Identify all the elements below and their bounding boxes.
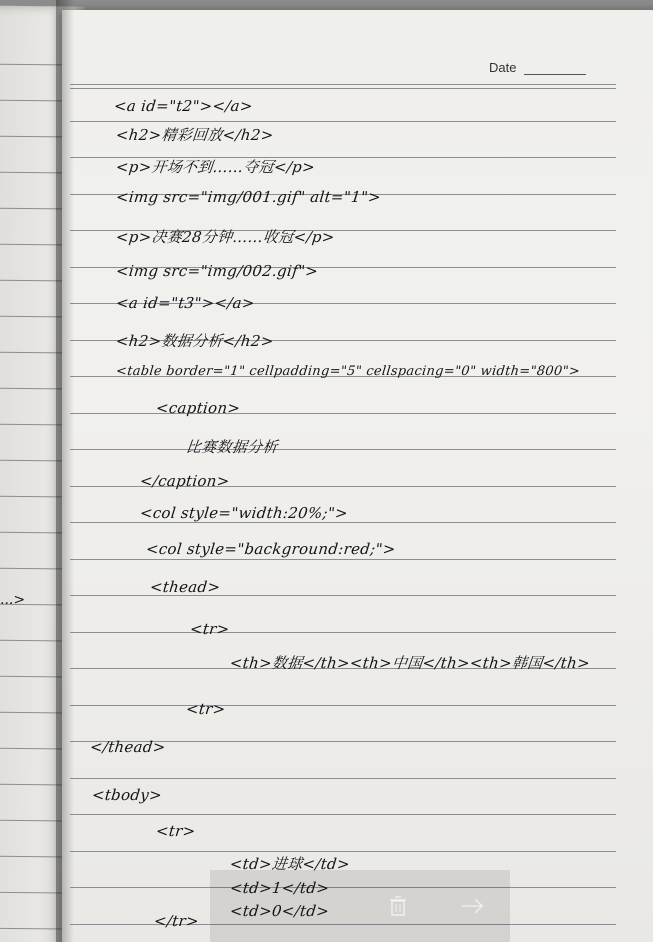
ruled-line [70,84,616,85]
handwritten-line: <a id="t2"></a> [113,97,254,115]
handwritten-line: <col style="width:20%;"> [139,504,349,522]
trash-icon[interactable] [384,892,412,920]
handwritten-line: </tr> [153,912,200,930]
ruled-line [70,522,616,523]
ruled-line [70,632,616,633]
handwritten-line: <table border="1" cellpadding="5" cellspacing="0" width="800"> [115,364,581,379]
ruled-line [70,449,616,450]
handwritten-line: <a id="t3"></a> [115,294,256,312]
handwritten-line: <p>开场不到……夺冠</p> [115,158,316,176]
handwritten-line: <th>数据</th><th>中国</th><th>韩国</th> [229,654,591,672]
ruled-line [70,851,616,852]
handwritten-line: </caption> [139,472,231,490]
handwritten-line: <td>0</td> [229,902,331,920]
ruled-line [70,705,616,706]
handwritten-line: <td>1</td> [229,879,331,897]
handwritten-line: <tr> [155,822,197,840]
handwritten-line: <thead> [149,578,222,596]
margin-note: ...> [0,592,26,608]
handwritten-line: <tr> [185,700,227,718]
handwritten-line: <tbody> [91,786,163,804]
spine-shadow [56,0,74,942]
ruled-line [70,121,616,122]
ruled-line [70,413,616,414]
handwritten-line: <caption> [155,399,242,417]
ruled-line [70,559,616,560]
handwritten-line: <td>进球</td> [229,855,351,873]
date-line [524,74,586,75]
ruled-line [70,88,616,89]
handwritten-line: </thead> [89,738,167,756]
handwritten-line: <img src="img/001.gif" alt="1"> [115,188,382,206]
handwritten-line: <tr> [189,620,231,638]
ruled-line [70,778,616,779]
handwritten-line: <col style="background:red;"> [145,540,397,558]
handwritten-line: <img src="img/002.gif"> [115,262,320,280]
handwritten-line: <h2>数据分析</h2> [115,332,275,350]
date-label: Date [489,60,517,75]
handwritten-line: <p>决赛28分钟……收冠</p> [115,228,336,246]
handwritten-line: <h2>精彩回放</h2> [115,126,275,144]
arrow-right-icon[interactable] [458,892,486,920]
handwritten-line: 比赛数据分析 [185,438,279,456]
ruled-line [70,814,616,815]
